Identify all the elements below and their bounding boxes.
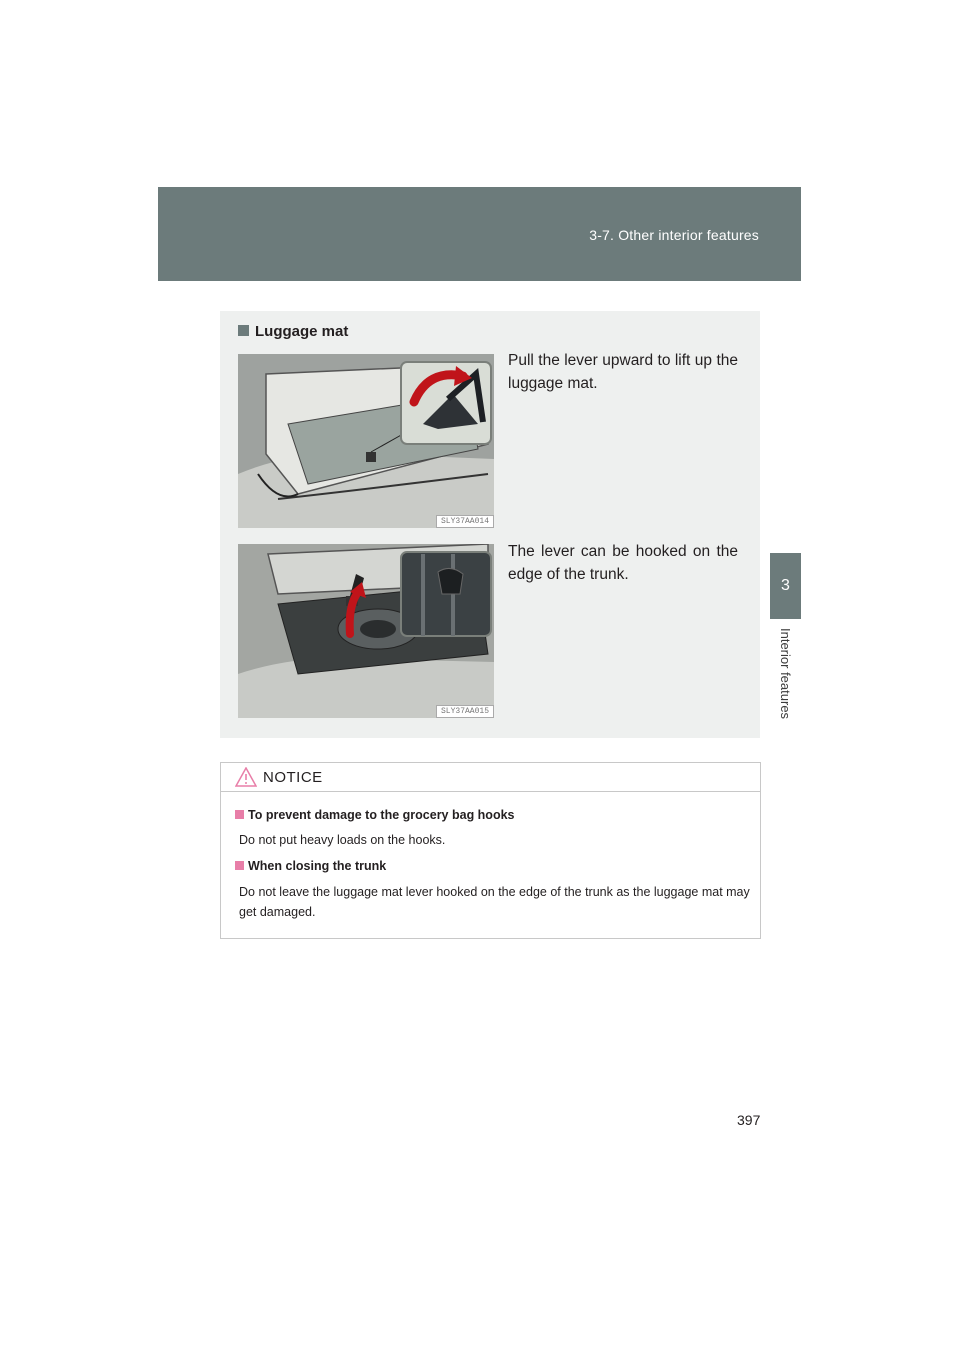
figure-code: SLY37AA014 (436, 515, 494, 528)
notice-title-text: To prevent damage to the grocery bag hooks (248, 808, 515, 822)
notice-box (220, 762, 761, 939)
notice-item-title (235, 856, 752, 876)
step-text-2: The lever can be hooked on the edge of the trunk. (508, 543, 738, 583)
page-number: 397 (737, 1112, 761, 1128)
notice-title-text: When closing the trunk (248, 859, 387, 873)
chapter-tab-label-text: Interior features (778, 628, 793, 720)
step-text-1: Pull the lever upward to lift up the luggage mat. (508, 352, 738, 392)
trunk-hooked-illustration (238, 544, 494, 718)
figure-code: SLY37AA015 (436, 705, 494, 718)
notice-item-body: Do not put heavy loads on the hooks. (239, 833, 446, 847)
luggage-mat-section (220, 311, 760, 738)
figure-lift-mat (238, 354, 494, 528)
trunk-open-illustration (238, 354, 494, 528)
notice-item-title (235, 805, 752, 825)
heading-bullet-icon (238, 325, 249, 336)
chapter-tab-number: 3 (770, 553, 801, 619)
notice-bullet-icon (235, 810, 244, 819)
section-heading (238, 323, 348, 340)
figure-hook-lever (238, 544, 494, 718)
section-title: 3-7. Other interior features (589, 227, 759, 243)
notice-item-body: Do not leave the luggage mat lever hooked on the edge of the trunk as the luggage mat may get damaged. (239, 885, 750, 919)
heading-text: Luggage mat (255, 323, 349, 340)
notice-header (221, 763, 760, 792)
header-band (158, 187, 801, 281)
notice-label: NOTICE (263, 769, 323, 786)
chapter-tab-label (770, 620, 801, 740)
notice-bullet-icon (235, 861, 244, 870)
warning-icon (235, 767, 257, 787)
